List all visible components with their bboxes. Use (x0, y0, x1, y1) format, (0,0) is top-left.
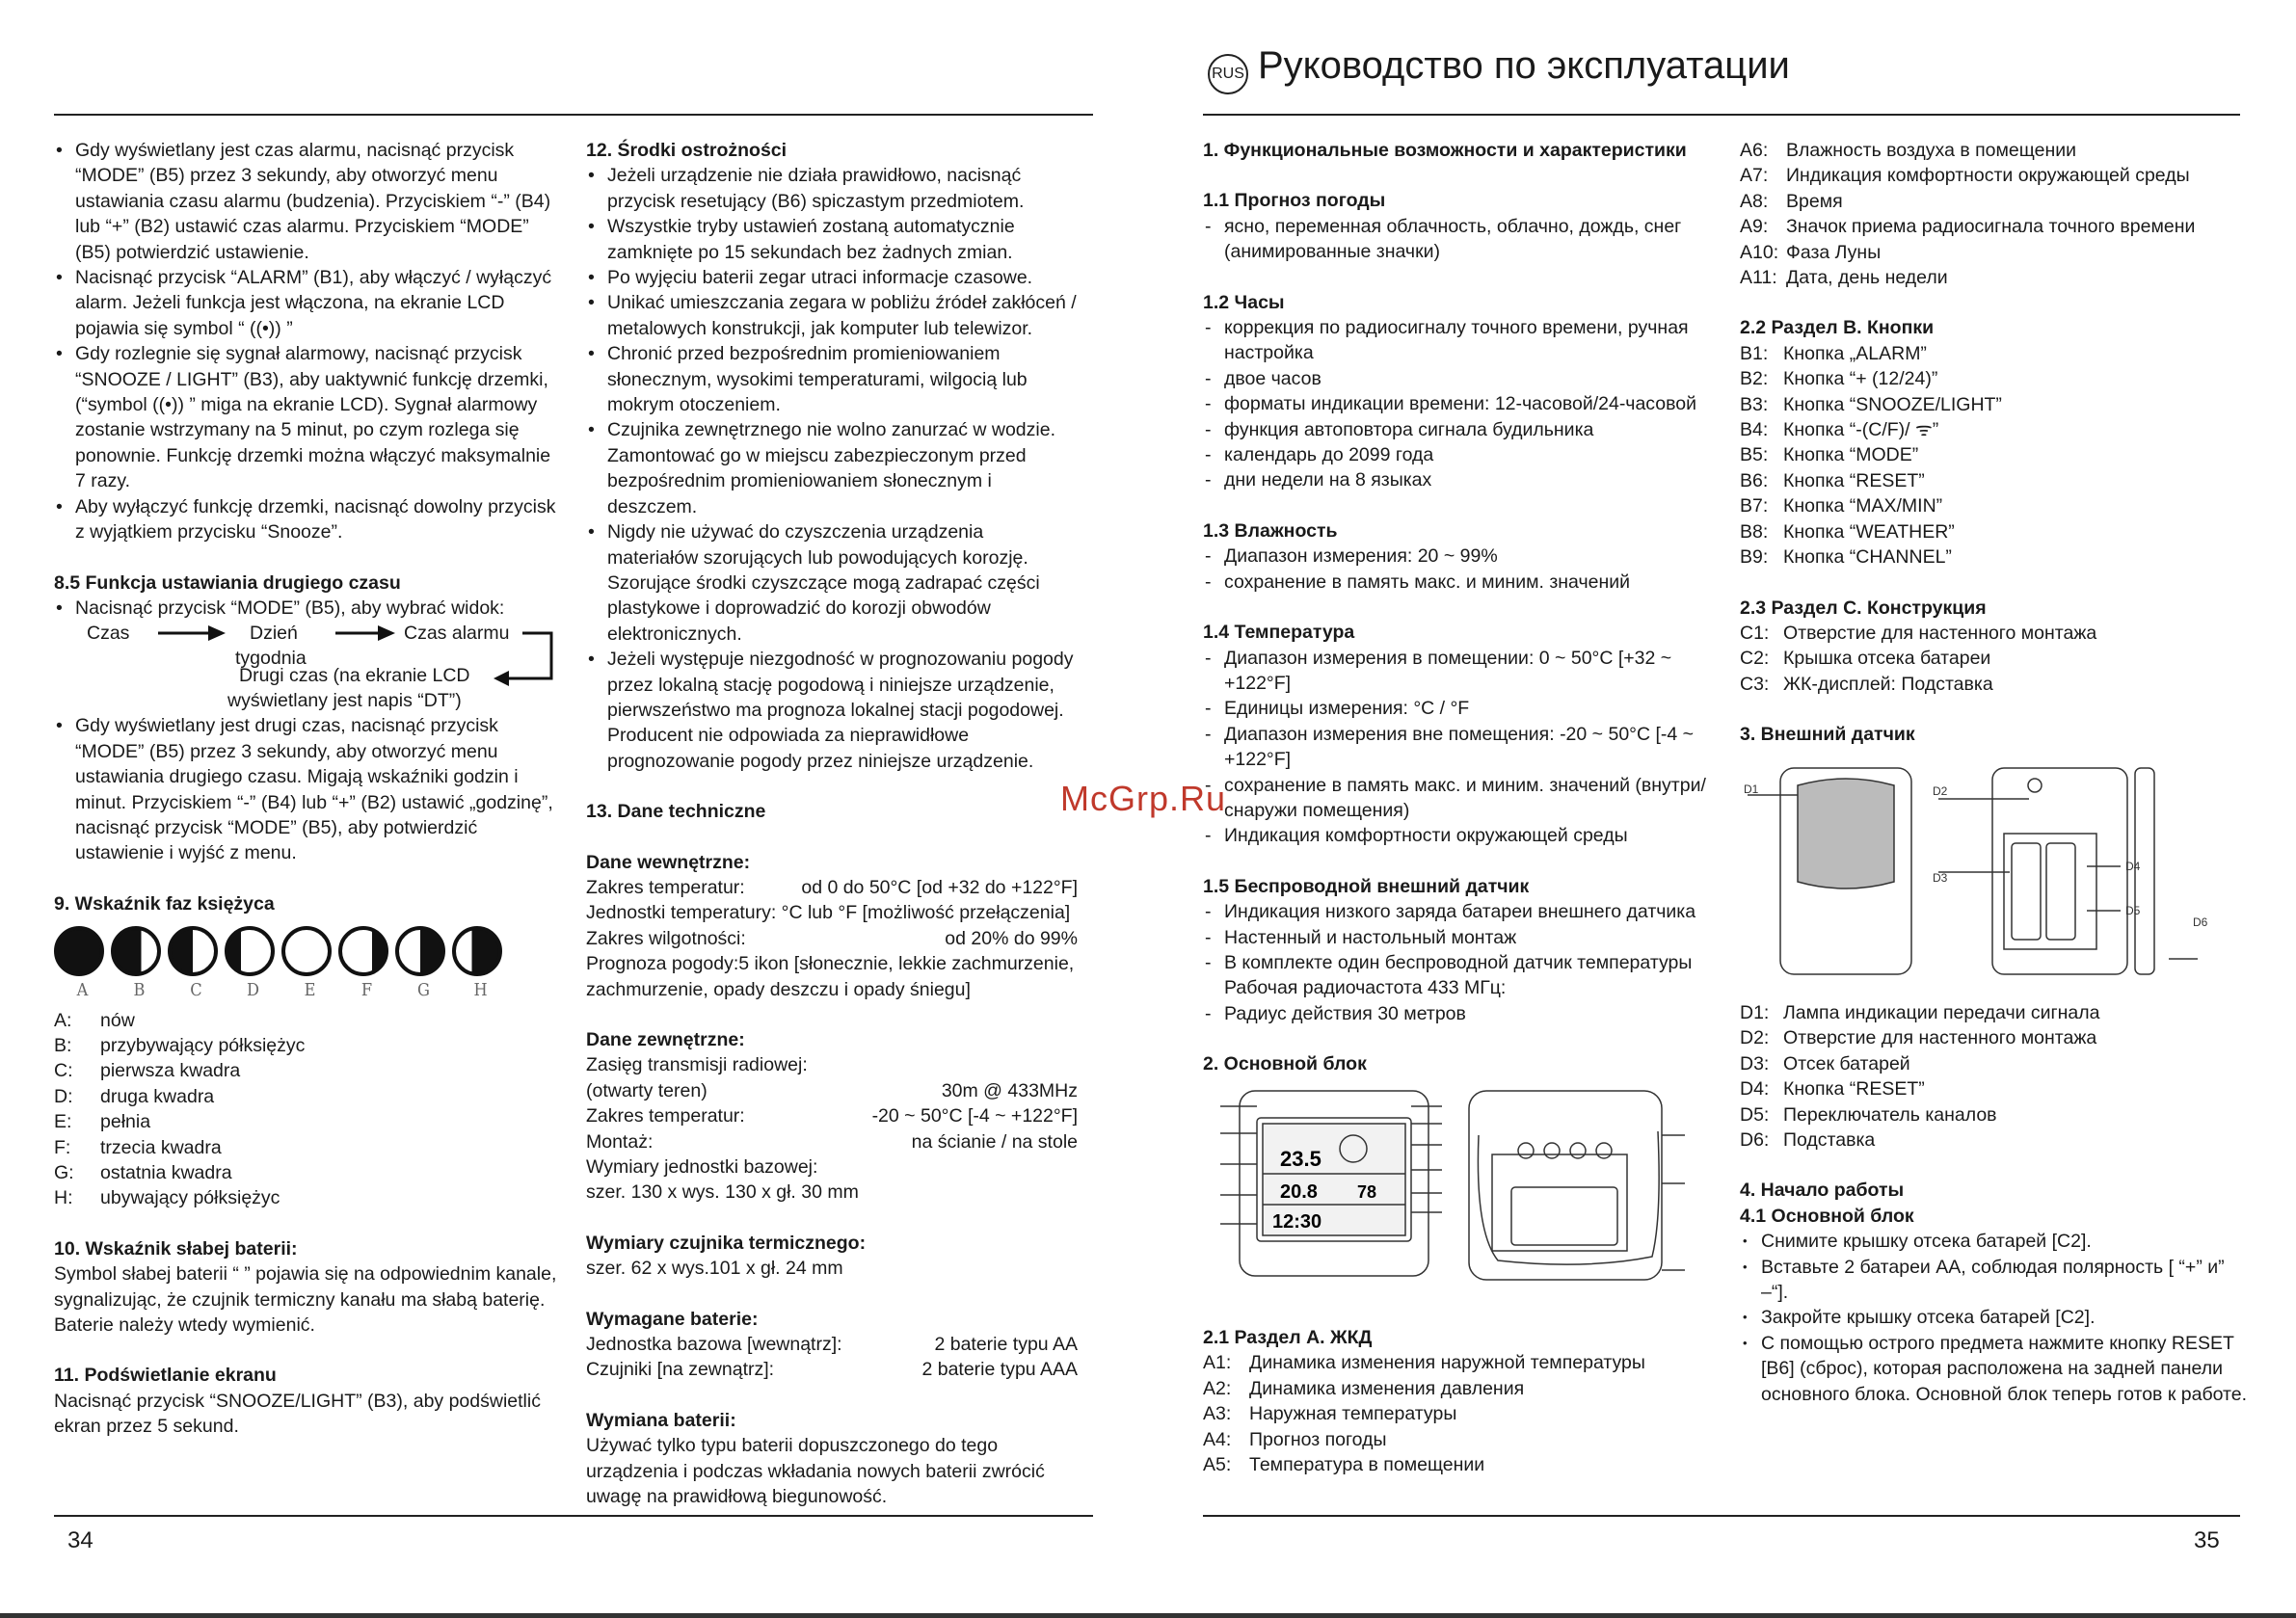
ru-button-item-key: B1: (1740, 342, 1769, 364)
ru-button-item (1740, 519, 2251, 544)
ru-list-item: - Диапазон измерения: 20 ~ 99% (1203, 544, 1714, 569)
language-badge: RUS (1208, 54, 1248, 94)
ru-button-item (1740, 442, 2251, 467)
ru-lcd-item-value: Наружная температуры (1249, 1403, 1457, 1425)
ru-lcd-item (1740, 214, 2251, 239)
ru-list-item: - сохранение в память макс. и миним. значений (внутри/снаружи помещения) (1203, 773, 1714, 824)
column-1 (54, 138, 557, 1440)
battery-row (586, 1332, 1078, 1357)
moon-letter: B (133, 980, 146, 1001)
ru-construction-item-key: C3: (1740, 673, 1770, 695)
ru-humidity-list (1203, 544, 1714, 595)
ru-construction-item-value: ЖК-дисплей: Подставка (1783, 673, 1993, 695)
moon-icon (395, 926, 445, 976)
batteries-rows (586, 1332, 1078, 1383)
section-8-5-title: 8.5 Funkcja ustawiania drugiego czasu (54, 571, 401, 594)
ru-button-item-value: Кнопка “MAX/MIN” (1783, 495, 1943, 517)
internal-row (586, 900, 1078, 925)
internal-row (586, 926, 1078, 951)
page-title: Руководство по эксплуатации (1258, 44, 1790, 87)
ru-button-item (1740, 341, 2251, 366)
column-3-lower (1203, 1325, 1714, 1477)
ru-sensor-part-item (1740, 1025, 2251, 1050)
moon-phase-item-value: nów (100, 1009, 135, 1031)
section-10-text: Symbol słabej baterii “ ” pojawia się na odpowiednim kanale, sygnalizując, że czujnik termiczny kanału ma słabą baterię. Baterie należy wtedy wymienić. (54, 1263, 557, 1337)
moon-phase-item-value: ubywający półksiężyc (100, 1187, 280, 1209)
internal-data-title: Dane wewnętrzne: (586, 851, 751, 873)
ru-lcd-item-value: Фаза Луны (1786, 241, 1882, 263)
ru-sensor-part-item-key: D3: (1740, 1052, 1770, 1074)
alarm-bullet: • Aby wyłączyć funkcję drzemki, nacisnąć dowolny przycisk z wyjątkiem przycisku “Snooze”. (54, 494, 557, 545)
ru-list-item: - Единицы измерения: °С / °F (1203, 696, 1714, 721)
moon-letter: C (190, 980, 202, 1001)
ru-lcd-item (1203, 1401, 1714, 1426)
ru-button-item-value: Кнопка “WEATHER” (1783, 520, 1955, 543)
moon-phase-item (54, 1135, 557, 1160)
moon-letter: E (304, 980, 316, 1001)
moon-phase-item-key: F: (54, 1136, 71, 1158)
forecast-text: Prognoza pogody:5 ikon [słonecznie, lekkie zachmurzenie, zachmurzenie, opady deszczu i opady śniegu] (586, 953, 1075, 1000)
ru-lcd-item-value: Значок приема радиосигнала точного времени (1786, 216, 2196, 238)
top-rule-left (54, 114, 1093, 116)
ru-sensor-part-item-key: D4: (1740, 1078, 1770, 1101)
alarm-bullet: • Gdy rozlegnie się sygnał alarmowy, nacisnąć przycisk “SNOOZE / LIGHT” (B3), aby uaktywnić funkcję drzemki, (“symbol ((•)) ” miga na ekranie LCD). Sygnał alarmowy zostanie wstrzymany na 5 minut, po czym rozlega się ponownie. Funkcję drzemki można włączyć maksymalnie 7 razy. (54, 341, 557, 493)
battery-row-value: 2 baterie typu AA (934, 1334, 1078, 1356)
ru-list-item: - форматы индикации времени: 12-часовой/24-часовой (1203, 391, 1714, 416)
moon-phase-item-value: trzecia kwadra (100, 1136, 222, 1158)
moon-icon (225, 926, 275, 976)
ru-construction-item (1740, 621, 2251, 646)
external-row-value: na ścianie / na stole (911, 1130, 1078, 1153)
precaution-item: • Jeżeli występuje niezgodność w prognozowaniu pogody przez lokalną stację pogodową i niniejsze urządzenie, pierwszeństwo ma prognoza lokalnej stacji pogodowej. Producent nie odpowiada za nieprawidłowe prognozowanie pogody przez niniejsze urządzenie. (586, 647, 1078, 774)
mode-flow-diagram (54, 621, 557, 713)
moon-letter: A (76, 980, 89, 1001)
sensor-dims: szer. 62 x wys.101 x gł. 24 mm (586, 1258, 843, 1280)
range-label: Zasięg transmisji radiowej: (586, 1054, 808, 1076)
ru-section-2-3-title: 2.3 Раздел C. Конструкция (1740, 597, 1987, 619)
ru-button-item (1740, 366, 2251, 391)
lcd-outdoor-temp: 23.5 (1280, 1147, 1322, 1171)
ru-lcd-item (1203, 1452, 1714, 1477)
ru-lcd-item-value: Дата, день недели (1786, 267, 1948, 289)
svg-text:D3: D3 (1933, 871, 1948, 885)
section-12-title: 12. Środki ostrożności (586, 140, 788, 161)
ru-sensor-part-item-value: Кнопка “RESET” (1783, 1078, 1925, 1101)
moon-icon (281, 926, 332, 976)
ru-list-item: - двое часов (1203, 366, 1714, 391)
ru-sensor-part-item-key: D5: (1740, 1103, 1770, 1126)
moon-phase-list (54, 1008, 557, 1211)
section-8-5-bullet: • Nacisnąć przycisk “MODE” (B5), aby wybrać widok: (54, 596, 557, 621)
flow-day: Dzień (250, 623, 298, 645)
internal-row-value: od 0 do 50°C [od +32 do +122°F] (801, 876, 1078, 898)
ru-construction-item-key: C2: (1740, 648, 1770, 670)
ru-sensor-part-item-value: Отсек батарей (1783, 1052, 1910, 1074)
ru-section-1-1-title: 1.1 Прогноз погоды (1203, 190, 1386, 212)
moon-icon (168, 926, 218, 976)
ru-lcd-item-key: A3: (1203, 1403, 1232, 1425)
ru-start-item: • Снимите крышку отсека батарей [С2]. (1740, 1229, 2251, 1254)
internal-row-key: Jednostki temperatury: °C lub °F [możliwość przełączenia] (586, 902, 1071, 924)
moon-phase-item (54, 1084, 557, 1109)
external-row-value: 30m @ 433MHz (941, 1079, 1078, 1101)
sensor-diagram (1740, 756, 2241, 995)
ru-section-1-4-title: 1.4 Температура (1203, 622, 1355, 644)
internal-row-key: Zakres temperatur: (586, 876, 745, 898)
moon-icon (54, 926, 104, 976)
ru-lcd-item-key: A5: (1203, 1454, 1232, 1476)
ru-lcd-list-cont (1740, 138, 2251, 290)
external-row (586, 1129, 1078, 1154)
precaution-item: • Nigdy nie używać do czyszczenia urządzenia materiałów szorujących lub powodujących korozję. Szorujące środki czyszczące mogą zadrapać części plastykowe i doprowadzić do korozji obwodów elektronicznych. (586, 519, 1078, 647)
ru-sensor-part-item (1740, 1076, 2251, 1101)
ru-button-item-key: B4: (1740, 419, 1769, 441)
ru-lcd-item-value: Динамика изменения давления (1249, 1377, 1525, 1399)
ru-sensor-parts-list (1740, 1000, 2251, 1153)
bottom-rule-right (1203, 1515, 2240, 1517)
ru-clock-list (1203, 315, 1714, 493)
ru-lcd-item-value: Прогноз погоды (1249, 1428, 1387, 1450)
ru-lcd-item-value: Температура в помещении (1249, 1454, 1485, 1476)
ru-lcd-item-key: A8: (1740, 190, 1769, 212)
ru-buttons-list (1740, 341, 2251, 570)
ru-construction-item (1740, 672, 2251, 697)
ru-start-list (1740, 1229, 2251, 1407)
moon-phase-item-value: pierwsza kwadra (100, 1060, 241, 1082)
scan-edge (0, 1613, 2296, 1618)
page-number-left: 34 (67, 1527, 93, 1553)
ru-section-1-5-title: 1.5 Беспроводной внешний датчик (1203, 875, 1530, 897)
batteries-title: Wymagane baterie: (586, 1308, 759, 1330)
alarm-bullet: • Nacisnąć przycisk “ALARM” (B1), aby włączyć / wyłączyć alarm. Jeżeli funkcja jest włączona, na ekranie LCD pojawia się symbol “ ((•)) ” (54, 265, 557, 341)
ru-sensor-part-item-key: D1: (1740, 1002, 1770, 1023)
precaution-item: • Po wyjęciu baterii zegar utraci informacje czasowe. (586, 265, 1078, 290)
replace-title: Wymiana baterii: (586, 1409, 736, 1431)
internal-row-value: od 20% do 99% (945, 927, 1078, 949)
flow-time: Czas (87, 623, 130, 645)
ru-list-item: - Радиус действия 30 метров (1203, 1001, 1714, 1026)
ru-button-item (1740, 544, 2251, 570)
moon-letter: G (417, 980, 430, 1001)
ru-sensor-part-item-value: Подставка (1783, 1129, 1876, 1152)
ru-lcd-item-value: Индикация комфортности окружающей среды (1786, 165, 2190, 187)
ru-construction-item-value: Крышка отсека батареи (1783, 648, 1991, 670)
moon-letter: H (473, 980, 488, 1001)
base-unit-diagram (1203, 1077, 1704, 1318)
bottom-rule-left (54, 1515, 1093, 1517)
ru-lcd-item (1740, 163, 2251, 188)
column-4-lower (1740, 1000, 2251, 1407)
ru-lcd-item-key: A7: (1740, 165, 1769, 187)
ru-button-item (1740, 417, 2251, 442)
ru-button-item-value: Кнопка “-(C/F)/ ᯤ” (1783, 419, 1939, 441)
external-row-key: Montaż: (586, 1130, 654, 1153)
ru-forecast-list (1203, 214, 1714, 265)
moon-phase-item (54, 1058, 557, 1083)
ru-section-2-2-title: 2.2 Раздел В. Кнопки (1740, 317, 1935, 339)
external-data-title: Dane zewnętrzne: (586, 1029, 745, 1050)
section-8-5-bullet-2: • Gdy wyświetlany jest drugi czas, nacisnąć przycisk “MODE” (B5) przez 3 sekundy, aby otworzyć menu ustawiania drugiego czasu. Migają wskaźniki godzin i minut. Przyciskiem “-” (B4) lub “+” (B2) ustawić „godzinę”, nacisnąć przycisk “MODE” (B5), aby potwierdzić ustawienie i wyjść z menu. (54, 713, 557, 865)
battery-row-value: 2 baterie typu AAA (921, 1359, 1078, 1381)
ru-lcd-item (1740, 265, 2251, 290)
ru-list-item: - дни недели на 8 языках (1203, 467, 1714, 492)
moon-phase-item-key: G: (54, 1162, 74, 1183)
ru-button-item-value: Кнопка “+ (12/24)” (1783, 368, 1938, 390)
ru-construction-item (1740, 646, 2251, 671)
ru-button-item-value: Кнопка “SNOOZE/LIGHT” (1783, 393, 2002, 415)
moon-phase-item-value: pełnia (100, 1111, 151, 1133)
precaution-item: • Unikać umieszczania zegara w pobliżu źródeł zakłóceń / metalowych konstrukcji, jak komputer lub telewizor. (586, 290, 1078, 341)
section-10-title: 10. Wskaźnik słabej baterii: (54, 1237, 298, 1260)
base-dims-label: Wymiary jednostki bazowej: (586, 1156, 818, 1179)
ru-list-item: - ясно, переменная облачность, облачно, дождь, снег (анимированные значки) (1203, 214, 1714, 265)
section-11-text: Nacisnąć przycisk “SNOOZE/LIGHT” (B3), aby podświetlić ekran przez 5 sekund. (54, 1390, 541, 1438)
ru-construction-item-value: Отверстие для настенного монтажа (1783, 622, 2097, 644)
moon-icon (111, 926, 161, 976)
precaution-item: • Wszystkie tryby ustawień zostaną automatycznie zamknięte po 15 sekundach bez żadnych zmian. (586, 214, 1078, 265)
moon-phase-item-key: A: (54, 1009, 72, 1031)
external-row (586, 1103, 1078, 1128)
internal-data-rows (586, 875, 1078, 951)
ru-list-item: - сохранение в память макс. и миним. значений (1203, 570, 1714, 595)
base-dims: szer. 130 x wys. 130 x gł. 30 mm (586, 1181, 859, 1204)
precautions-list (586, 163, 1078, 774)
lcd-clock: 12:30 (1272, 1211, 1322, 1233)
battery-row-key: Jednostka bazowa [wewnątrz]: (586, 1334, 842, 1356)
flow-week: tygodnia (235, 648, 307, 670)
ru-construction-item-key: C1: (1740, 622, 1770, 644)
ru-construction-list (1740, 621, 2251, 697)
svg-text:D1: D1 (1744, 782, 1759, 796)
ru-lcd-item-value: Динамика изменения наружной температуры (1249, 1352, 1645, 1374)
flow-dt-note: wyświetlany jest napis “DT”) (227, 690, 462, 712)
ru-lcd-item (1203, 1350, 1714, 1375)
ru-sensor-part-item (1740, 1127, 2251, 1153)
internal-row-key: Zakres wilgotności: (586, 927, 746, 949)
ru-lcd-item (1740, 189, 2251, 214)
ru-lcd-item-key: A4: (1203, 1428, 1232, 1450)
watermark: McGrp.Ru (1060, 779, 1227, 818)
ru-button-item-value: Кнопка “RESET” (1783, 469, 1925, 491)
ru-lcd-item-value: Время (1786, 190, 1843, 212)
ru-button-item-key: B6: (1740, 469, 1769, 491)
ru-list-item: - функция автоповтора сигнала будильника (1203, 417, 1714, 442)
battery-row-key: Czujniki [na zewnątrz]: (586, 1359, 775, 1381)
alarm-bullets (54, 138, 557, 545)
ru-button-item (1740, 468, 2251, 493)
ru-sensor-part-item-value: Переключатель каналов (1783, 1103, 1997, 1126)
ru-lcd-item (1203, 1376, 1714, 1401)
svg-text:D2: D2 (1933, 784, 1948, 798)
moon-letter: D (247, 980, 259, 1001)
ru-button-item-key: B3: (1740, 393, 1769, 415)
moon-letter: F (360, 980, 373, 1001)
ru-button-item (1740, 392, 2251, 417)
column-3 (1203, 138, 1714, 1077)
ru-button-item (1740, 493, 2251, 518)
column-2 (586, 138, 1078, 1510)
flow-arrows (54, 621, 557, 713)
page-number-right: 35 (2194, 1527, 2220, 1553)
moon-phase-item (54, 1033, 557, 1058)
moon-phase-item-key: B: (54, 1034, 72, 1056)
battery-row (586, 1357, 1078, 1382)
moon-phase-item-value: przybywający półksiężyc (100, 1034, 306, 1056)
ru-sensor-part-item-key: D6: (1740, 1129, 1770, 1152)
replace-text: Używać tylko typu baterii dopuszczonego do tego urządzenia i podczas wkładania nowych baterii zwrócić uwagę na prawidłową biegunowość. (586, 1435, 1045, 1508)
ru-lcd-item (1740, 138, 2251, 163)
ru-sensor-part-item-value: Отверстие для настенного монтажа (1783, 1027, 2097, 1049)
ru-sensor-part-item (1740, 1051, 2251, 1076)
internal-row (586, 875, 1078, 900)
moon-phase-row (54, 926, 557, 976)
ru-lcd-item-key: A10: (1740, 241, 1779, 263)
flow-alarm: Czas alarmu (404, 623, 510, 645)
moon-phase-item (54, 1185, 557, 1210)
ru-button-item-key: B2: (1740, 368, 1769, 390)
moon-letters (54, 978, 557, 1003)
ru-lcd-item-key: A2: (1203, 1377, 1232, 1399)
ru-list-item: - Диапазон измерения вне помещения: -20 ~ 50°С [-4 ~ +122°F] (1203, 722, 1714, 773)
section-11-title: 11. Podświetlanie ekranu (54, 1365, 277, 1387)
svg-text:D4: D4 (2125, 860, 2141, 873)
ru-list-item: - Диапазон измерения в помещении: 0 ~ 50°С [+32 ~ +122°F] (1203, 646, 1714, 697)
moon-phase-item-key: D: (54, 1085, 73, 1107)
section-13-title: 13. Dane techniczne (586, 801, 766, 823)
ru-start-item: • С помощью острого предмета нажмите кнопку RESET [В6] (сброс), которая расположена на задней панели основного блока. Основной блок теперь готов к работе. (1740, 1331, 2251, 1407)
ru-sensor-part-item (1740, 1102, 2251, 1127)
ru-temperature-list (1203, 646, 1714, 849)
alarm-bullet: • Gdy wyświetlany jest czas alarmu, nacisnąć przycisk “MODE” (B5) przez 3 sekundy, aby otworzyć menu ustawiania czasu alarmu (budzenia). Przyciskiem “-” (B4) lub “+” (B2) ustawić czas alarmu. Przyciskiem “MODE” (B5) potwierdzić ustawienie. (54, 138, 557, 265)
ru-button-item-key: B5: (1740, 444, 1769, 466)
moon-phase-item-value: ostatnia kwadra (100, 1162, 232, 1183)
ru-button-item-value: Кнопка „ALARM” (1783, 342, 1927, 364)
lcd-humidity: 78 (1357, 1182, 1377, 1202)
moon-icon (452, 926, 502, 976)
ru-lcd-item-key: A6: (1740, 140, 1769, 161)
ru-sensor-part-item-key: D2: (1740, 1027, 1770, 1049)
ru-section-2-title: 2. Основной блок (1203, 1053, 1367, 1075)
svg-text:D6: D6 (2193, 915, 2208, 929)
ru-start-item: • Закройте крышку отсека батарей [С2]. (1740, 1305, 2251, 1330)
ru-start-item: • Вставьте 2 батареи АА, соблюдая полярность [ “+” и” –“]. (1740, 1255, 2251, 1306)
ru-section-2-1-title: 2.1 Раздел А. ЖКД (1203, 1327, 1373, 1348)
ru-list-item: - календарь до 2099 года (1203, 442, 1714, 467)
moon-phase-item (54, 1008, 557, 1033)
moon-phase-item-value: druga kwadra (100, 1085, 215, 1107)
ru-section-1-3-title: 1.3 Влажность (1203, 519, 1338, 542)
moon-phase-item (54, 1160, 557, 1185)
sensor-dims-title: Wymiary czujnika termicznego: (586, 1232, 867, 1254)
moon-icon (338, 926, 388, 976)
ru-list-item: - В комплекте один беспроводной датчик температуры Рабочая радиочастота 433 МГц: (1203, 950, 1714, 1001)
moon-phase-item (54, 1109, 557, 1134)
ru-button-item-value: Кнопка “MODE” (1783, 444, 1919, 466)
ru-section-4-1-title: 4.1 Основной блок (1740, 1205, 1914, 1227)
ru-lcd-item-key: A9: (1740, 216, 1769, 238)
external-row-key: (otwarty teren) (586, 1079, 707, 1101)
external-row-key: Zakres temperatur: (586, 1105, 745, 1127)
section-9-title: 9. Wskaźnik faz księżyca (54, 892, 275, 915)
ru-list-item: - Настенный и настольный монтаж (1203, 925, 1714, 950)
moon-phase-item-key: H: (54, 1187, 73, 1209)
ru-sensor-part-item-value: Лампа индикации передачи сигнала (1783, 1002, 2100, 1023)
ru-lcd-item (1203, 1427, 1714, 1452)
ru-sensor-part-item (1740, 1000, 2251, 1025)
ru-list-item: - Индикация комфортности окружающей среды (1203, 823, 1714, 848)
precaution-item: • Jeżeli urządzenie nie działa prawidłowo, nacisnąć przycisk resetujący (B6) spiczastym przedmiotem. (586, 163, 1078, 214)
ru-list-item: - Индикация низкого заряда батареи внешнего датчика (1203, 899, 1714, 924)
ru-lcd-item-key: A11: (1740, 267, 1777, 289)
external-data-rows (586, 1078, 1078, 1154)
ru-lcd-item-key: A1: (1203, 1352, 1232, 1374)
precaution-item: • Czujnika zewnętrznego nie wolno zanurzać w wodzie. Zamontować go w miejscu zabezpieczonym przed bezpośrednim promieniowaniem słonecznym i deszczem. (586, 417, 1078, 519)
flow-second-time: Drugi czas (na ekranie LCD (239, 665, 470, 687)
ru-section-1-2-title: 1.2 Часы (1203, 291, 1285, 313)
ru-button-item-key: B9: (1740, 546, 1769, 569)
ru-section-1-title: 1. Функциональные возможности и характеристики (1203, 140, 1687, 161)
external-row (586, 1078, 1078, 1103)
ru-button-item-value: Кнопка “CHANNEL” (1783, 546, 1952, 569)
external-row-value: -20 ~ 50°C [-4 ~ +122°F] (871, 1105, 1078, 1127)
ru-list-item: - коррекция по радиосигналу точного времени, ручная настройка (1203, 315, 1714, 366)
ru-sensor-list (1203, 899, 1714, 1026)
ru-button-item-key: B8: (1740, 520, 1769, 543)
moon-phase-item-key: C: (54, 1060, 73, 1082)
top-rule-right (1203, 114, 2240, 116)
svg-text:D5: D5 (2125, 904, 2141, 917)
ru-lcd-item (1740, 240, 2251, 265)
ru-section-4-title: 4. Начало работы (1740, 1180, 1905, 1202)
ru-lcd-item-value: Влажность воздуха в помещении (1786, 140, 2077, 161)
column-4 (1740, 138, 2251, 748)
ru-button-item-key: B7: (1740, 495, 1769, 517)
moon-phase-item-key: E: (54, 1111, 72, 1133)
ru-lcd-list (1203, 1350, 1714, 1477)
precaution-item: • Chronić przed bezpośrednim promieniowaniem słonecznym, wysokimi temperaturami, wilgocią lub mokrym otoczeniem. (586, 341, 1078, 417)
lcd-indoor-temp: 20.8 (1280, 1181, 1318, 1203)
ru-section-3-title: 3. Внешний датчик (1740, 724, 1915, 746)
